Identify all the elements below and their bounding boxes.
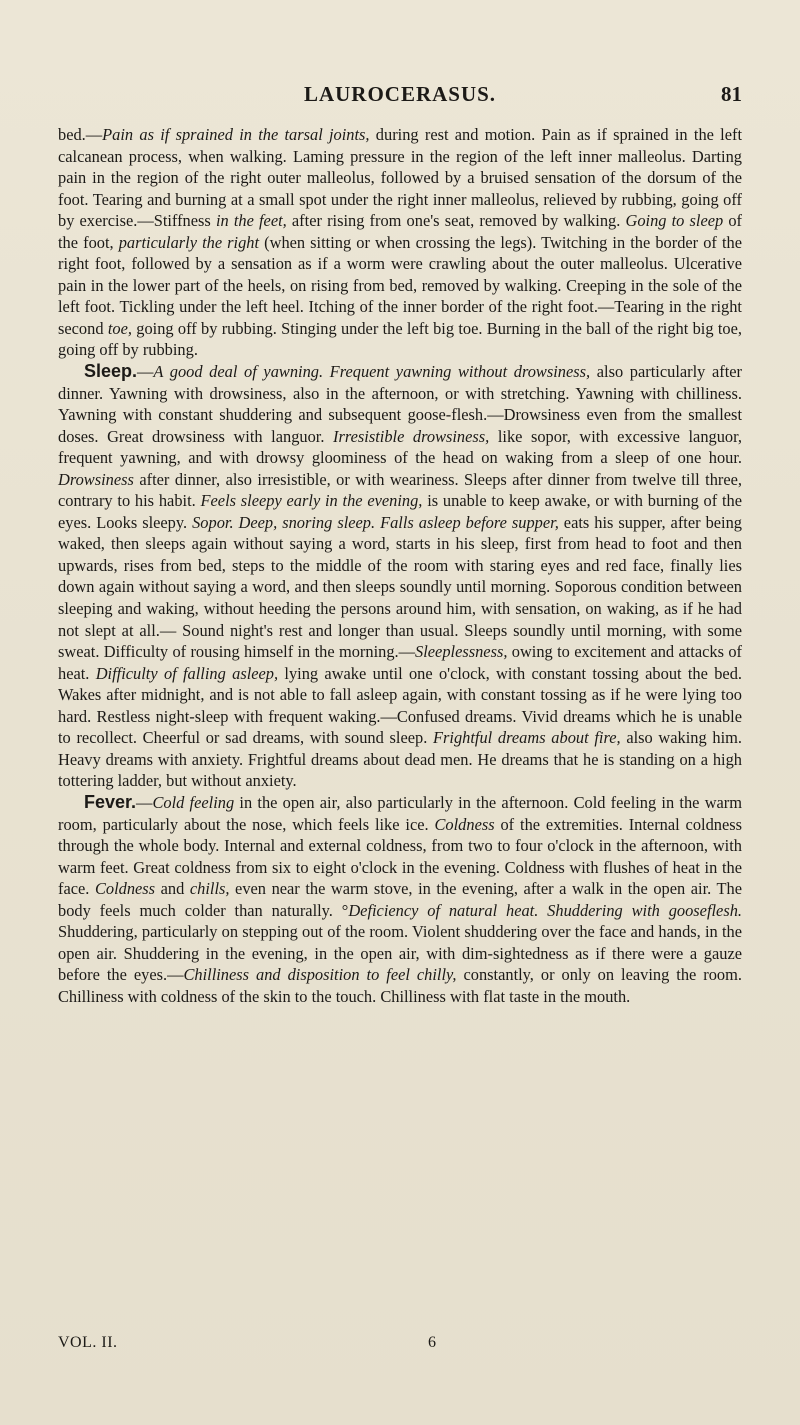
text-run: eats his supper, after being waked, then sleeps again without saying a word, starts in his sleep, first from head to foot and then upwards, rises from bed, steps to the middle of the room with staring eyes and red face, finally lies down again without saying a word, and then sleeps soundly until morning. Soporous condition between sleeping and waking, without heeding the persons around him, with sensation, on waking, as if he had not slept at all.— Sound night's rest and longer than usual. Sleeps soundly until morning, with some sweat. Difficulty of rousing himself in the morning.— <box>58 512 742 662</box>
text-run: of the foot, <box>58 211 743 252</box>
section-rubric: Sleep. <box>84 361 138 382</box>
text-run: lying awake until one o'clock, with constant tossing about the bed. Wakes after midnight, and is not able to fall asleep again, with constant tossing as if he were lying too hard. Restless night-sleep with frequent waking.—Confused dreams. Vivid dreams which he is unable to recollect. Cheerful or sad dreams, with sound sleep. <box>58 663 742 748</box>
italic-text-run: chills, <box>189 879 230 899</box>
section-rubric: Fever. <box>84 791 137 812</box>
text-run: — <box>137 362 154 382</box>
italic-text-run: in the feet, <box>215 211 287 231</box>
italic-text-run: Chilliness and disposition to feel chilly, <box>183 965 457 985</box>
italic-text-run: particularly the right <box>118 232 260 252</box>
italic-text-run: Irresistible drowsiness, <box>333 426 490 446</box>
italic-text-run: Drowsiness <box>58 469 134 489</box>
volume-label: VOL. II. <box>58 1334 118 1351</box>
signature-mark: 6 <box>428 1334 436 1351</box>
text-run: even near the warm stove, in the evening, after a walk in the open air. The body feels much colder than naturally. ° <box>58 879 742 920</box>
italic-text-run: A good deal of yawning. Frequent yawning without drowsiness, <box>153 362 591 382</box>
text-run: after dinner, also irresistible, or with weariness. Sleeps after dinner from twelve till three, contrary to his habit. <box>58 469 742 511</box>
page-footer <box>58 1334 742 1358</box>
italic-text-run: Coldness <box>434 814 495 834</box>
text-run: like sopor, with excessive languor, frequent yawning, and with drowsy gloominess of the head on waking from a sleep of one hour. <box>58 426 742 468</box>
italic-text-run: Cold feeling <box>152 792 235 812</box>
italic-text-run: Coldness <box>94 879 156 899</box>
text-run: owing to excitement and attacks of heat. <box>58 642 742 683</box>
text-run: — <box>136 792 153 812</box>
italic-text-run: Difficulty of falling asleep, <box>95 663 279 683</box>
text-run: going off by rubbing. Stinging under the left big toe. Burning in the ball of the right big toe, going off by rubbing. <box>58 318 742 360</box>
italic-text-run: Feels sleepy early in the evening, <box>200 491 423 511</box>
paragraph-continuation <box>58 124 742 361</box>
text-run: Shuddering, particularly on stepping out of the room. Violent shuddering over the face and hands, in the open air. Shuddering in the evening, in the open air, with dim-sightedness as if there were a gauze before the eyes.— <box>58 922 742 985</box>
text-run: also particularly after dinner. Yawning with drowsiness, also in the afternoon, or with stretching. Yawning with chilliness. Yawning with constant shuddering and subsequent goose-flesh.—Drowsiness even from the smallest doses. Great drowsiness with languor. <box>58 362 743 446</box>
paragraph-fever <box>58 792 742 1007</box>
italic-text-run: Going to sleep <box>625 211 724 231</box>
text-run: is unable to keep awake, or with burning of the eyes. Looks sleepy. <box>58 491 743 532</box>
text-run: of the extremities. Internal coldness through the whole body. Internal and external coldness, from two to four o'clock in the afternoon, with warm feet. Great coldness from six to eight o'clock in the evening. Coldness with flushes of heat in the face. <box>58 814 743 899</box>
text-run: and <box>155 879 190 899</box>
italic-text-run: Pain as if sprained in the tarsal joints, <box>102 125 370 144</box>
italic-text-run: Deficiency of natural heat. Shuddering with gooseflesh. <box>348 900 742 920</box>
italic-text-run: Frightful dreams about fire, <box>433 728 621 748</box>
page-number: 81 <box>721 82 742 106</box>
paragraph-sleep <box>58 361 742 792</box>
running-title: LAUROCERASUS. <box>303 82 497 106</box>
italic-text-run: Sleeplessness, <box>415 642 508 662</box>
italic-text-run: Sopor. Deep, snoring sleep. Falls asleep before supper, <box>192 512 559 532</box>
text-run: bed.— <box>58 125 103 144</box>
body-text <box>58 124 742 1007</box>
italic-text-run: toe, <box>107 318 132 338</box>
text-run: also waking him. Heavy dreams with anxiety. Frightful dreams about dead men. He dreams that he is standing on a high tottering ladder, but without anxiety. <box>58 728 742 791</box>
text-run: (when sitting or when crossing the legs). Twitching in the border of the right foot, followed by a sensation as if a worm were crawling about the outer malleolus. Ulcerative pain in the lower part of the heels, on rising from bed, removed by walking. Creeping in the sole of the left foot. Tickling under the left heel. Itching of the inner border of the right foot.—Tearing in the right second <box>58 232 742 338</box>
text-run: constantly, or only on leaving the room. Chilliness with coldness of the skin to the touch. Chilliness with flat taste in the mouth. <box>58 965 742 1006</box>
text-run: in the open air, also particularly in the afternoon. Cold feeling in the warm room, particularly about the nose, which feels like ice. <box>58 792 743 834</box>
text-run: during rest and motion. Pain as if sprained in the left calcanean process, when walking. Laming pressure in the region of the left inner malleolus. Darting pain in the region of the right outer malleolus, followed by a bruised sensation of the dorsum of the foot. Tearing and burning at a small spot under the right inner malleolus, relieved by rubbing, going off by exercise.—Stiffness <box>58 125 743 231</box>
text-run: after rising from one's seat, removed by walking. <box>286 211 626 231</box>
page-header <box>58 82 742 112</box>
